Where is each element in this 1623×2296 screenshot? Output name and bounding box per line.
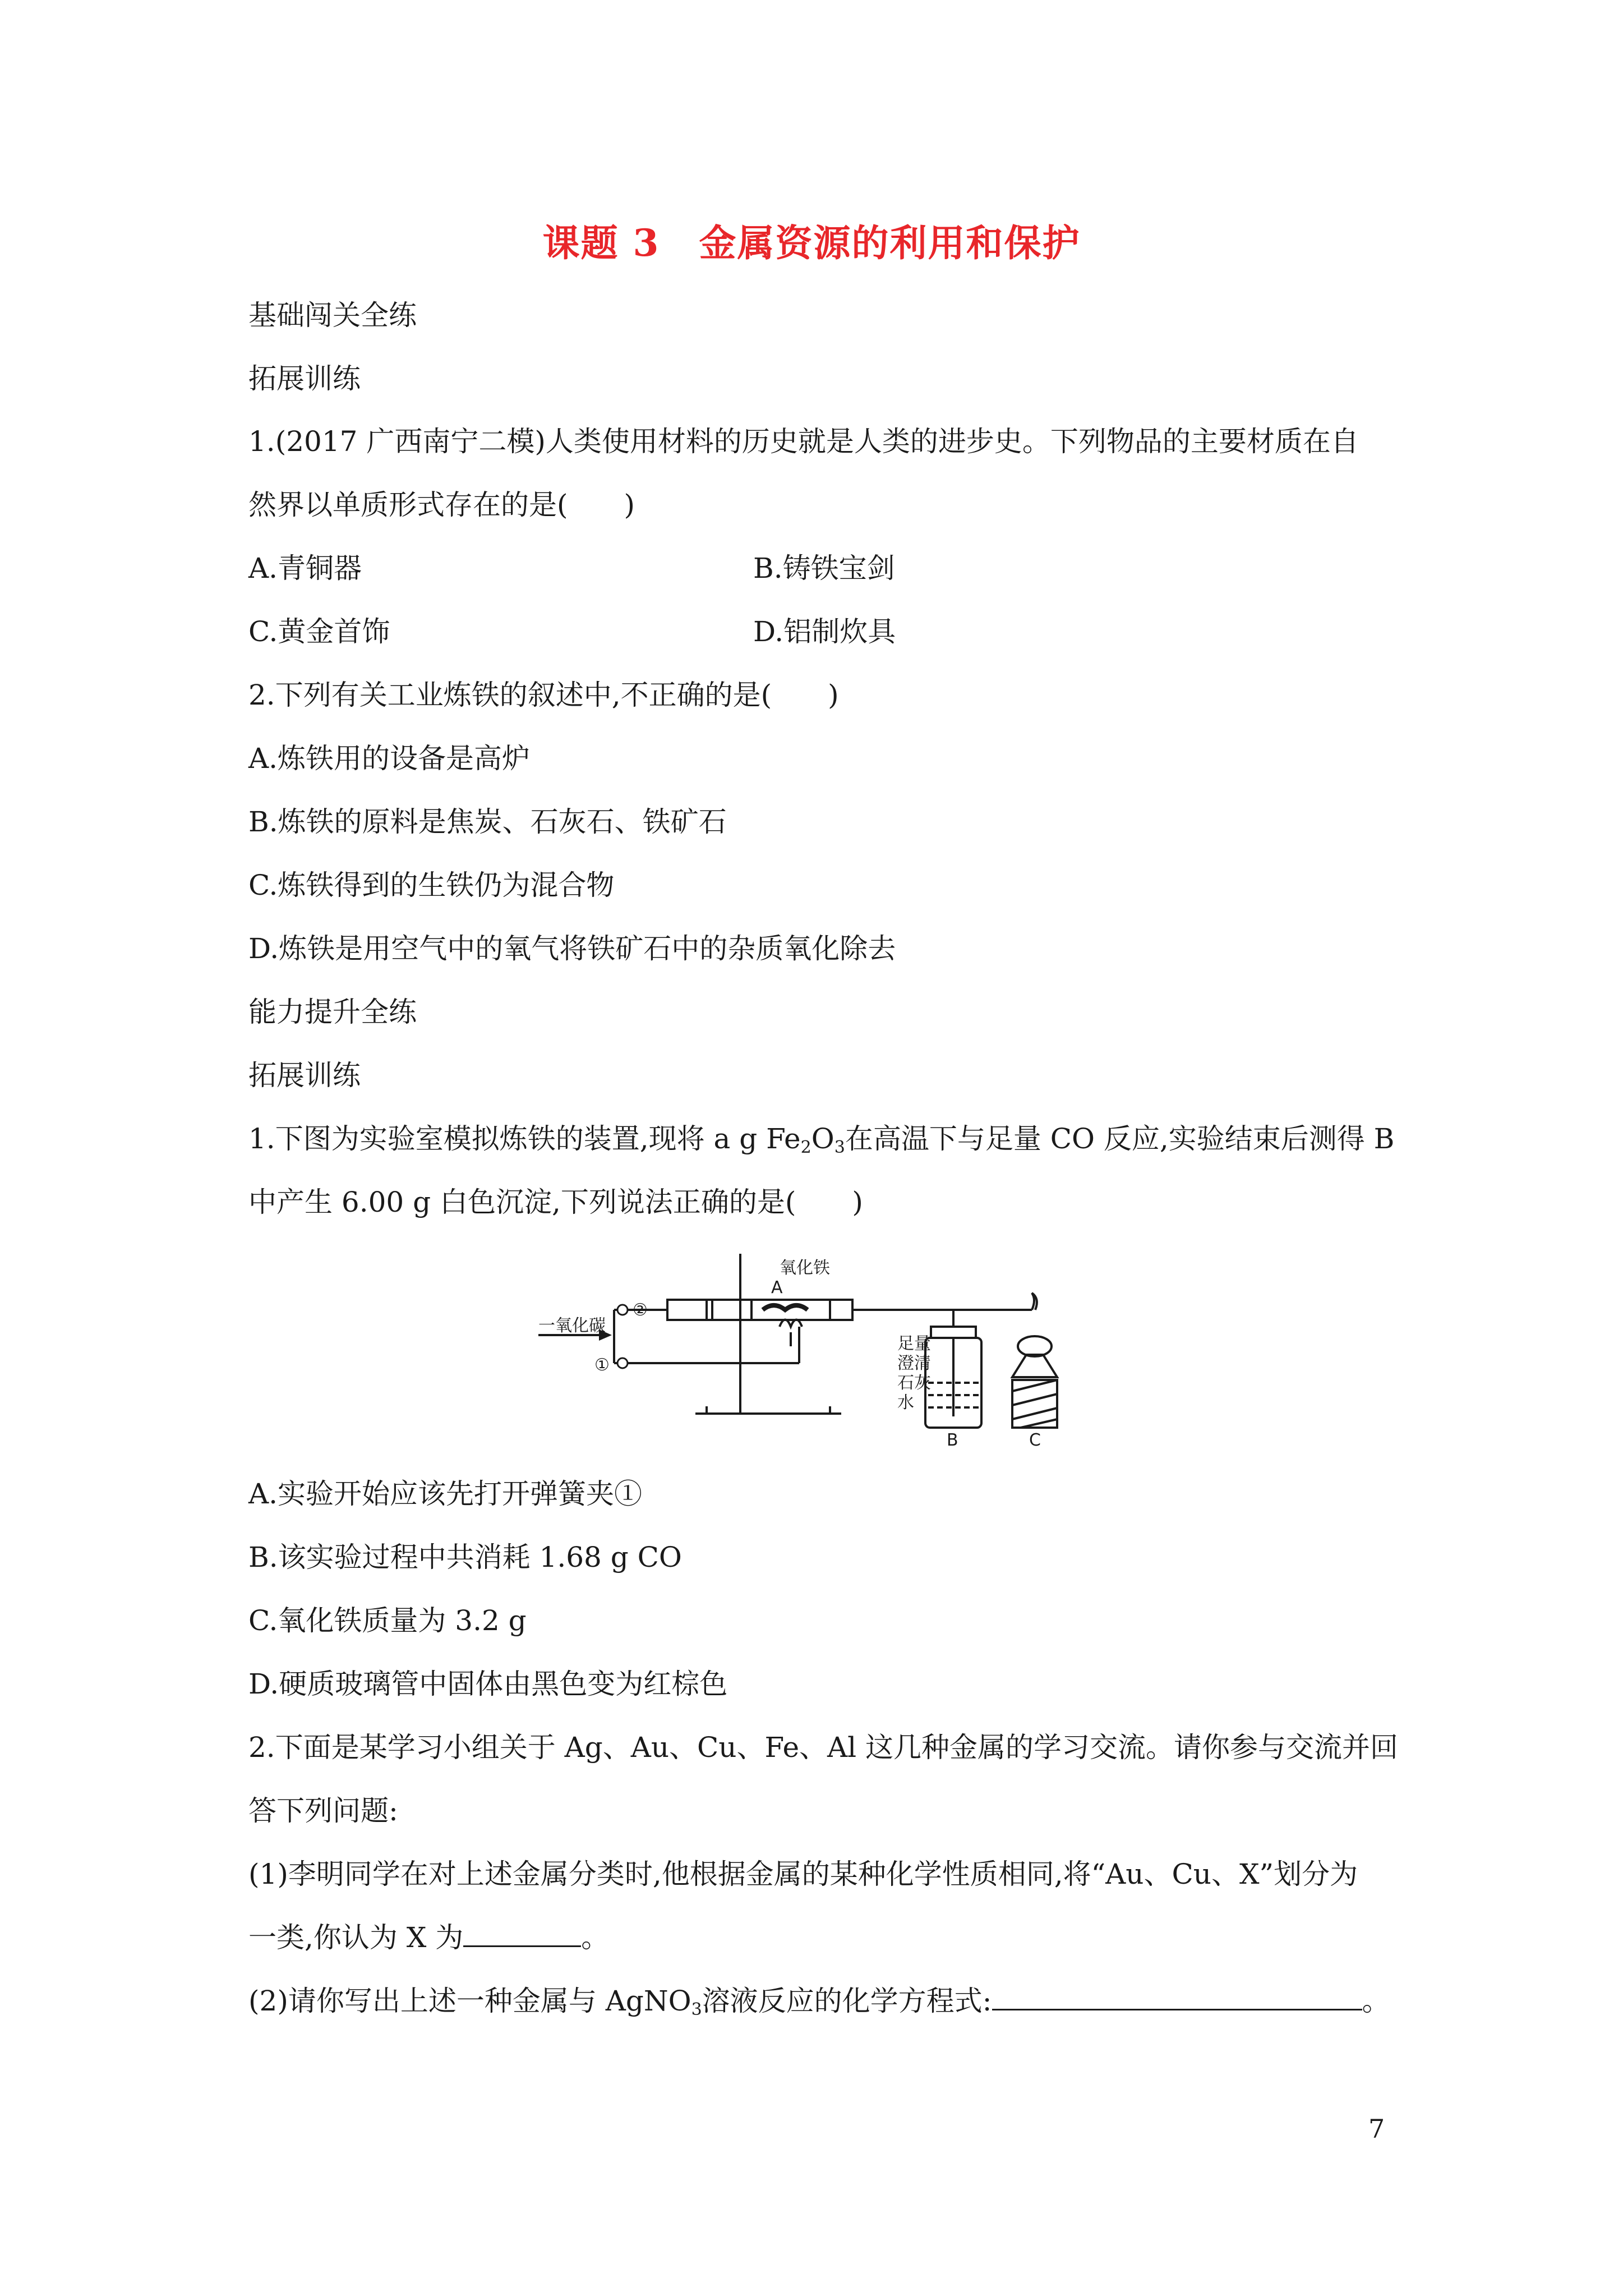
p2-stem-line2: 答下列问题: <box>248 1795 398 1827</box>
section-subheading-1: 拓展训练 <box>248 362 361 395</box>
clamp-2-label: ② <box>633 1300 648 1320</box>
q1-option-b: B.铸铁宝剑 <box>753 552 895 585</box>
q2-stem: 2.下列有关工业炼铁的叙述中,不正确的是( ) <box>248 679 839 711</box>
q2-option-d: D.炼铁是用空气中的氧气将铁矿石中的杂质氧化除去 <box>248 932 896 965</box>
q1-options-row1 <box>248 551 895 585</box>
apparatus-diagram <box>538 1248 1099 1450</box>
iron-oxide-label: 氧化铁 <box>780 1258 830 1278</box>
iron-smelting-apparatus-figure <box>538 1248 1099 1452</box>
iron-oxide-sample <box>763 1305 808 1310</box>
p2-stem-line1: 2.下面是某学习小组关于 Ag、Au、Cu、Fe、Al 这几种金属的学习交流。请你参与交流并回 <box>248 1731 1399 1764</box>
lamp-c-label: C <box>1029 1430 1041 1450</box>
limewater-label-2: 澄清 <box>897 1354 931 1373</box>
section-heading-advanced: 能力提升全练 <box>248 996 417 1028</box>
q1-option-d: D.铝制炊具 <box>753 615 896 648</box>
limewater-label-1: 足量 <box>897 1334 931 1354</box>
lesson-title <box>0 213 1623 266</box>
p2-sub1-line2: 一类,你认为 X 为 。 <box>248 1921 610 1954</box>
p1-stem-line2: 中产生 6.00 g 白色沉淀,下列说法正确的是( ) <box>248 1186 863 1218</box>
spring-clamp-1-icon <box>617 1358 628 1368</box>
q1-option-a: A.青铜器 <box>248 552 362 585</box>
bottle-b-label: B <box>947 1430 958 1450</box>
answer-blank-equation[interactable] <box>992 1984 1362 2010</box>
page-number: 7 <box>1368 2114 1385 2144</box>
q1-options-row2 <box>248 615 896 648</box>
q1-stem-line2: 然界以单质形式存在的是( ) <box>248 489 635 521</box>
tube-a-label: A <box>771 1278 783 1297</box>
carbon-monoxide-label: 一氧化碳 <box>538 1316 606 1336</box>
p1-option-a: A.实验开始应该先打开弹簧夹① <box>248 1478 643 1510</box>
answer-blank-x[interactable] <box>463 1921 581 1947</box>
lesson-name: 金属资源的利用和保护 <box>699 221 1081 265</box>
q1-option-c: C.黄金首饰 <box>248 615 390 648</box>
p2-sub1-line1: (1)李明同学在对上述金属分类时,他根据金属的某种化学性质相同,将“Au、Cu、X”划分为 <box>248 1858 1358 1890</box>
q2-option-a: A.炼铁用的设备是高炉 <box>248 742 531 775</box>
clamp-1-label: ① <box>594 1355 610 1375</box>
limewater-label-4: 水 <box>897 1393 914 1412</box>
q2-option-c: C.炼铁得到的生铁仍为混合物 <box>248 869 615 901</box>
q1-stem-line1: 1.(2017 广西南宁二模)人类使用材料的历史就是人类的进步史。下列物品的主要材质在自 <box>248 425 1359 458</box>
p1-stem-line1: 1.下图为实验室模拟炼铁的装置,现将 a g $Fe_2O_3$在高温下与足量 CO 反应,实验结束后测得 B <box>248 1122 1395 1157</box>
section-heading-basic: 基础闯关全练 <box>248 299 417 332</box>
limewater-label-3: 石灰 <box>897 1373 931 1393</box>
section-subheading-2: 拓展训练 <box>248 1059 361 1092</box>
p1-option-b: B.该实验过程中共消耗 1.68 g CO <box>248 1541 682 1573</box>
q2-option-b: B.炼铁的原料是焦炭、石灰石、铁矿石 <box>248 806 727 838</box>
p1-option-c: C.氧化铁质量为 3.2 g <box>248 1604 527 1637</box>
lesson-number: 课题 3 <box>542 221 660 265</box>
spring-clamp-2-icon <box>617 1305 628 1315</box>
p1-option-d: D.硬质玻璃管中固体由黑色变为红棕色 <box>248 1668 728 1700</box>
p2-sub2: (2)请你写出上述一种金属与 AgNO$_3$溶液反应的化学方程式: 。 <box>248 1985 1390 2019</box>
